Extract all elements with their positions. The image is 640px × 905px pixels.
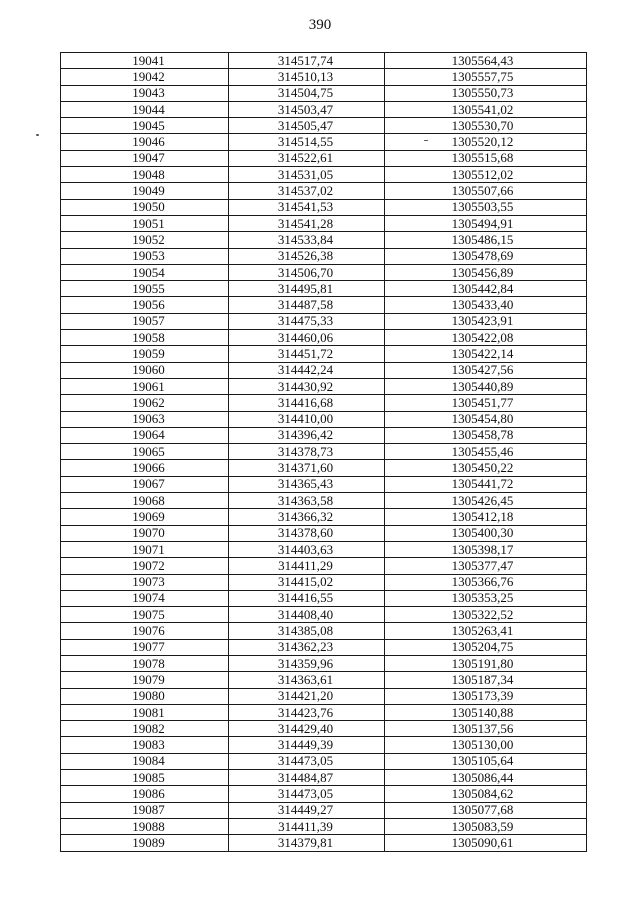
x-coordinate-cell: 314365,43: [229, 476, 385, 492]
y-coordinate-cell: 1305564,43: [385, 53, 587, 69]
table-row: [61, 509, 587, 525]
y-coordinate-cell: 1305400,30: [385, 525, 587, 541]
x-coordinate-cell: 314522,61: [229, 150, 385, 166]
x-coordinate-cell: 314504,75: [229, 85, 385, 101]
x-coordinate-cell: 314385,08: [229, 623, 385, 639]
x-coordinate-cell: 314421,20: [229, 688, 385, 704]
table-row: [61, 835, 587, 851]
point-number-cell: 19067: [61, 476, 229, 492]
point-number-cell: 19061: [61, 378, 229, 394]
y-coordinate-cell: 1305322,52: [385, 607, 587, 623]
x-coordinate-cell: 314473,05: [229, 786, 385, 802]
table-row: [61, 330, 587, 346]
x-coordinate-cell: 314449,39: [229, 737, 385, 753]
y-coordinate-cell: 1305083,59: [385, 818, 587, 834]
table-row: [61, 753, 587, 769]
x-coordinate-cell: 314495,81: [229, 281, 385, 297]
y-coordinate-cell: 1305503,55: [385, 199, 587, 215]
table-row: [61, 150, 587, 166]
point-number-cell: 19066: [61, 460, 229, 476]
y-coordinate-cell: 1305512,02: [385, 167, 587, 183]
table-row: [61, 493, 587, 509]
x-coordinate-cell: 314451,72: [229, 346, 385, 362]
scan-speck: [36, 134, 39, 136]
y-coordinate-cell: 1305187,34: [385, 672, 587, 688]
y-coordinate-cell: 1305426,45: [385, 493, 587, 509]
point-number-cell: 19050: [61, 199, 229, 215]
table-row: [61, 134, 587, 150]
table-row: [61, 558, 587, 574]
x-coordinate-cell: 314531,05: [229, 167, 385, 183]
y-coordinate-cell: 1305442,84: [385, 281, 587, 297]
y-coordinate-cell: 1305433,40: [385, 297, 587, 313]
point-number-cell: 19074: [61, 590, 229, 606]
y-coordinate-cell: 1305173,39: [385, 688, 587, 704]
point-number-cell: 19088: [61, 818, 229, 834]
table-row: [61, 215, 587, 231]
y-coordinate-cell: 1305140,88: [385, 704, 587, 720]
x-coordinate-cell: 314362,23: [229, 639, 385, 655]
y-coordinate-cell: 1305353,25: [385, 590, 587, 606]
x-coordinate-cell: 314363,58: [229, 493, 385, 509]
table-row: [61, 362, 587, 378]
x-coordinate-cell: 314503,47: [229, 101, 385, 117]
y-coordinate-cell: 1305137,56: [385, 721, 587, 737]
point-number-cell: 19064: [61, 427, 229, 443]
table-row: [61, 232, 587, 248]
table-row: [61, 818, 587, 834]
table-row: [61, 672, 587, 688]
y-coordinate-cell: 1305455,46: [385, 444, 587, 460]
y-coordinate-cell: 1305550,73: [385, 85, 587, 101]
x-coordinate-cell: 314475,33: [229, 313, 385, 329]
table-row: [61, 101, 587, 117]
point-number-cell: 19068: [61, 493, 229, 509]
y-coordinate-cell: 1305427,56: [385, 362, 587, 378]
table-row: [61, 525, 587, 541]
table-row: [61, 118, 587, 134]
point-number-cell: 19082: [61, 721, 229, 737]
point-number-cell: 19053: [61, 248, 229, 264]
table-row: [61, 167, 587, 183]
x-coordinate-cell: 314541,53: [229, 199, 385, 215]
y-coordinate-cell: 1305451,77: [385, 395, 587, 411]
table-row: [61, 69, 587, 85]
x-coordinate-cell: 314403,63: [229, 541, 385, 557]
x-coordinate-cell: 314416,55: [229, 590, 385, 606]
y-coordinate-cell: 1305557,75: [385, 69, 587, 85]
x-coordinate-cell: 314366,32: [229, 509, 385, 525]
point-number-cell: 19060: [61, 362, 229, 378]
x-coordinate-cell: 314541,28: [229, 215, 385, 231]
y-coordinate-cell: 1305440,89: [385, 378, 587, 394]
x-coordinate-cell: 314411,39: [229, 818, 385, 834]
x-coordinate-cell: 314537,02: [229, 183, 385, 199]
y-coordinate-cell: 1305412,18: [385, 509, 587, 525]
x-coordinate-cell: 314505,47: [229, 118, 385, 134]
x-coordinate-cell: 314460,06: [229, 330, 385, 346]
y-coordinate-cell: 1305377,47: [385, 558, 587, 574]
point-number-cell: 19069: [61, 509, 229, 525]
y-coordinate-cell: 1305494,91: [385, 215, 587, 231]
x-coordinate-cell: 314359,96: [229, 655, 385, 671]
y-coordinate-cell: 1305515,68: [385, 150, 587, 166]
x-coordinate-cell: 314533,84: [229, 232, 385, 248]
table-row: [61, 85, 587, 101]
table-row: [61, 297, 587, 313]
x-coordinate-cell: 314510,13: [229, 69, 385, 85]
point-number-cell: 19063: [61, 411, 229, 427]
point-number-cell: 19047: [61, 150, 229, 166]
point-number-cell: 19087: [61, 802, 229, 818]
y-coordinate-cell: 1305422,14: [385, 346, 587, 362]
x-coordinate-cell: 314371,60: [229, 460, 385, 476]
point-number-cell: 19081: [61, 704, 229, 720]
x-coordinate-cell: 314473,05: [229, 753, 385, 769]
y-coordinate-cell: 1305366,76: [385, 574, 587, 590]
point-number-cell: 19043: [61, 85, 229, 101]
y-coordinate-cell: 1305130,00: [385, 737, 587, 753]
point-number-cell: 19080: [61, 688, 229, 704]
table-row: [61, 770, 587, 786]
table-row: [61, 802, 587, 818]
y-coordinate-cell: 1305507,66: [385, 183, 587, 199]
y-coordinate-cell: 1305422,08: [385, 330, 587, 346]
x-coordinate-cell: 314416,68: [229, 395, 385, 411]
y-coordinate-cell: 1305450,22: [385, 460, 587, 476]
table-row: [61, 183, 587, 199]
table-row: [61, 476, 587, 492]
table-row: [61, 639, 587, 655]
point-number-cell: 19048: [61, 167, 229, 183]
table-row: [61, 460, 587, 476]
x-coordinate-cell: 314415,02: [229, 574, 385, 590]
point-number-cell: 19051: [61, 215, 229, 231]
point-number-cell: 19072: [61, 558, 229, 574]
x-coordinate-cell: 314396,42: [229, 427, 385, 443]
point-number-cell: 19077: [61, 639, 229, 655]
table-row: [61, 395, 587, 411]
y-coordinate-cell: 1305086,44: [385, 770, 587, 786]
x-coordinate-cell: 314484,87: [229, 770, 385, 786]
point-number-cell: 19056: [61, 297, 229, 313]
point-number-cell: 19085: [61, 770, 229, 786]
table-row: [61, 655, 587, 671]
x-coordinate-cell: 314429,40: [229, 721, 385, 737]
table-row: [61, 704, 587, 720]
table-row: [61, 411, 587, 427]
x-coordinate-cell: 314442,24: [229, 362, 385, 378]
point-number-cell: 19046: [61, 134, 229, 150]
y-coordinate-cell: 1305077,68: [385, 802, 587, 818]
point-number-cell: 19084: [61, 753, 229, 769]
x-coordinate-cell: 314506,70: [229, 264, 385, 280]
table-row: [61, 541, 587, 557]
point-number-cell: 19059: [61, 346, 229, 362]
scan-speck: [424, 140, 428, 141]
y-coordinate-cell: 1305398,17: [385, 541, 587, 557]
point-number-cell: 19089: [61, 835, 229, 851]
point-number-cell: 19079: [61, 672, 229, 688]
point-number-cell: 19070: [61, 525, 229, 541]
table-row: [61, 444, 587, 460]
table-row: [61, 53, 587, 69]
table-row: [61, 427, 587, 443]
point-number-cell: 19071: [61, 541, 229, 557]
table-row: [61, 264, 587, 280]
x-coordinate-cell: 314411,29: [229, 558, 385, 574]
x-coordinate-cell: 314514,55: [229, 134, 385, 150]
y-coordinate-cell: 1305458,78: [385, 427, 587, 443]
x-coordinate-cell: 314430,92: [229, 378, 385, 394]
point-number-cell: 19078: [61, 655, 229, 671]
x-coordinate-cell: 314423,76: [229, 704, 385, 720]
x-coordinate-cell: 314526,38: [229, 248, 385, 264]
point-number-cell: 19075: [61, 607, 229, 623]
point-number-cell: 19057: [61, 313, 229, 329]
y-coordinate-cell: 1305423,91: [385, 313, 587, 329]
table-row: [61, 721, 587, 737]
table-row: [61, 590, 587, 606]
x-coordinate-cell: 314378,73: [229, 444, 385, 460]
x-coordinate-cell: 314517,74: [229, 53, 385, 69]
coordinate-table-body: [61, 53, 587, 852]
y-coordinate-cell: 1305486,15: [385, 232, 587, 248]
point-number-cell: 19054: [61, 264, 229, 280]
table-row: [61, 346, 587, 362]
point-number-cell: 19086: [61, 786, 229, 802]
table-row: [61, 574, 587, 590]
table-row: [61, 281, 587, 297]
x-coordinate-cell: 314408,40: [229, 607, 385, 623]
y-coordinate-cell: 1305478,69: [385, 248, 587, 264]
point-number-cell: 19049: [61, 183, 229, 199]
point-number-cell: 19065: [61, 444, 229, 460]
point-number-cell: 19076: [61, 623, 229, 639]
table-row: [61, 623, 587, 639]
page-number: 390: [308, 17, 332, 33]
y-coordinate-cell: 1305090,61: [385, 835, 587, 851]
point-number-cell: 19073: [61, 574, 229, 590]
table-row: [61, 607, 587, 623]
y-coordinate-cell: 1305263,41: [385, 623, 587, 639]
point-number-cell: 19058: [61, 330, 229, 346]
x-coordinate-cell: 314378,60: [229, 525, 385, 541]
coordinate-table: [60, 52, 587, 852]
point-number-cell: 19052: [61, 232, 229, 248]
y-coordinate-cell: 1305541,02: [385, 101, 587, 117]
point-number-cell: 19045: [61, 118, 229, 134]
y-coordinate-cell: 1305105,64: [385, 753, 587, 769]
y-coordinate-cell: 1305520,12: [385, 134, 587, 150]
table-row: [61, 313, 587, 329]
x-coordinate-cell: 314487,58: [229, 297, 385, 313]
y-coordinate-cell: 1305454,80: [385, 411, 587, 427]
y-coordinate-cell: 1305204,75: [385, 639, 587, 655]
point-number-cell: 19044: [61, 101, 229, 117]
table-row: [61, 378, 587, 394]
point-number-cell: 19062: [61, 395, 229, 411]
table-row: [61, 688, 587, 704]
y-coordinate-cell: 1305191,80: [385, 655, 587, 671]
point-number-cell: 19042: [61, 69, 229, 85]
x-coordinate-cell: 314449,27: [229, 802, 385, 818]
y-coordinate-cell: 1305530,70: [385, 118, 587, 134]
table-row: [61, 199, 587, 215]
point-number-cell: 19083: [61, 737, 229, 753]
y-coordinate-cell: 1305441,72: [385, 476, 587, 492]
table-row: [61, 737, 587, 753]
table-row: [61, 248, 587, 264]
y-coordinate-cell: 1305084,62: [385, 786, 587, 802]
table-row: [61, 786, 587, 802]
point-number-cell: 19055: [61, 281, 229, 297]
x-coordinate-cell: 314410,00: [229, 411, 385, 427]
y-coordinate-cell: 1305456,89: [385, 264, 587, 280]
point-number-cell: 19041: [61, 53, 229, 69]
x-coordinate-cell: 314363,61: [229, 672, 385, 688]
x-coordinate-cell: 314379,81: [229, 835, 385, 851]
